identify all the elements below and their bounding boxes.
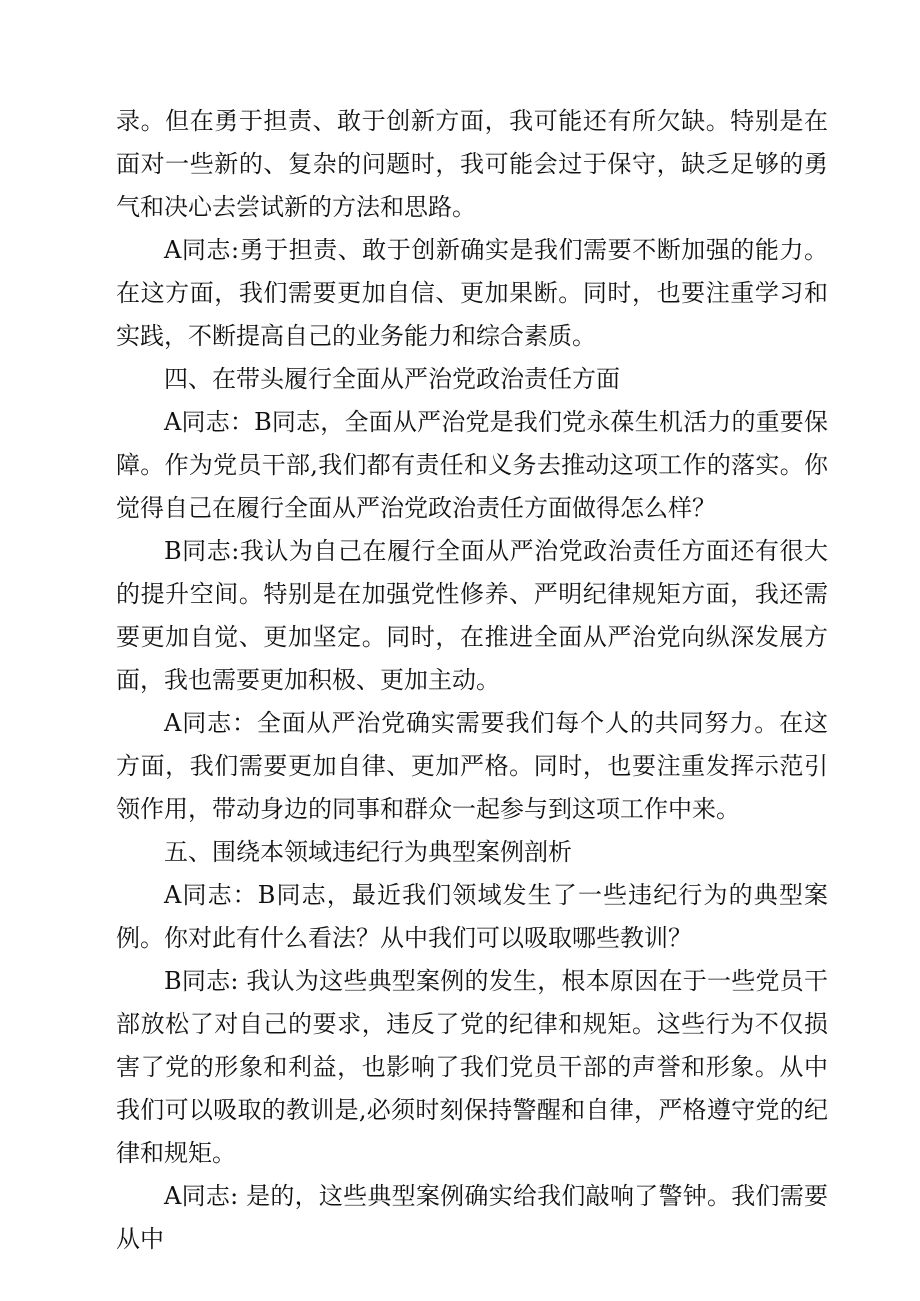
section-heading-4: 四、在带头履行全面从严治党政治责任方面: [164, 365, 620, 393]
paragraph-a-response-3: A同志: 是的，这些典型案例确实给我们敲响了警钟。我们需要从中: [116, 1182, 828, 1253]
paragraph-a-response-2: A同志：全面从严治党确实需要我们每个人的共同努力。在这方面，我们需要更加自律、更加严格。同时，也要注重发挥示范引领作用，带动身边的同事和群众一起参与到这项工作中来。: [116, 709, 828, 823]
paragraph-a-response-1: A同志:勇于担责、敢于创新确实是我们需要不断加强的能力。在这方面，我们需要更加自信、更加果断。同时，也要注重学习和实践，不断提高自己的业务能力和综合素质。: [116, 236, 828, 350]
paragraph-a-question-3: A同志：B同志，最近我们领域发生了一些违纪行为的典型案例。你对此有什么看法？从中我们可以吸取哪些教训？: [116, 881, 828, 952]
paragraph-a-question-2: A同志：B同志，全面从严治党是我们党永葆生机活力的重要保障。作为党员干部,我们都有责任和义务去推动这项工作的落实。你觉得自己在履行全面从严治党政治责任方面做得怎么样？: [116, 408, 828, 522]
paragraph-b-answer-2: B同志:我认为自己在履行全面从严治党政治责任方面还有很大的提升空间。特别是在加强党性修养、严明纪律规矩方面，我还需要更加自觉、更加坚定。同时，在推进全面从严治党向纵深发展方面，我也需要更加积极、更加主动。: [116, 537, 828, 694]
paragraph-b-answer-3: B同志: 我认为这些典型案例的发生，根本原因在于一些党员干部放松了对自己的要求，违反了党的纪律和规矩。这些行为不仅损害了党的形象和利益，也影响了我们党员干部的声誉和形象。从中我们可以吸取的教训是,必须时刻保持警醒和自律，严格遵守党的纪律和规矩。: [116, 967, 828, 1167]
paragraph-continuation: 录。但在勇于担责、敢于创新方面，我可能还有所欠缺。特别是在面对一些新的、复杂的问题时，我可能会过于保守，缺乏足够的勇气和决心去尝试新的方法和思路。: [116, 107, 828, 221]
document-body: [116, 100, 828, 1261]
section-heading-5: 五、围绕本领域违纪行为典型案例剖析: [164, 838, 572, 866]
